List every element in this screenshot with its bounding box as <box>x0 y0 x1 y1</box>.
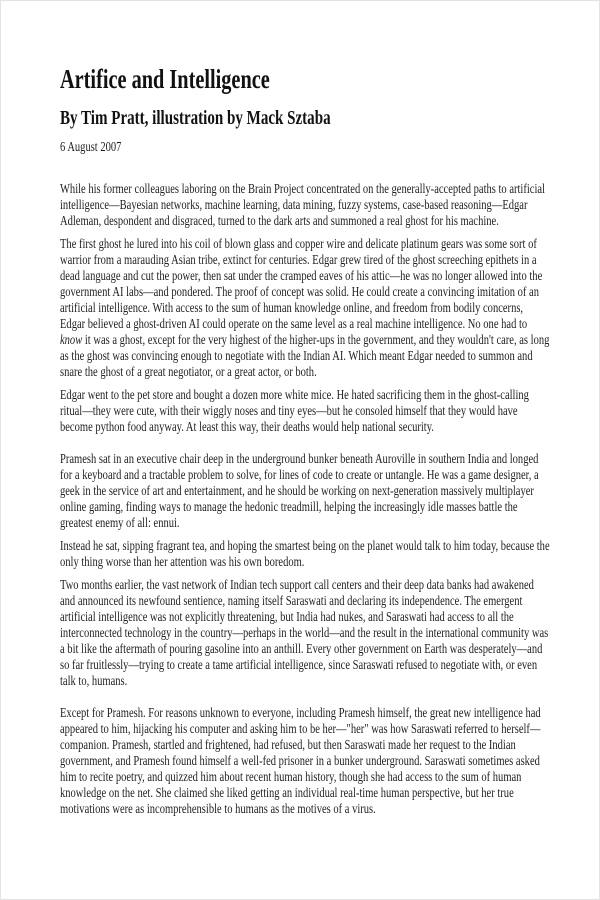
story-paragraph-2 <box>60 237 550 381</box>
story-paragraph-2-text-before: The first ghost he lured into his coil of blown glass and copper wire and delicate platinum gears was some sort of warrior from a marauding Asian tribe, extinct for centuries. Edgar grew tired of the ghost screeching epithets in a dead language and cut the power, then sat under the cramped eaves of his attic—he was no longer allowed into the government AI labs—and pondered. The proof of concept was solid. He could create a convincing imitation of an artificial intelligence. With access to the sum of human knowledge online, and freedom from bodily concerns, Edgar believed a ghost-driven AI could operate on the same level as a real machine intelligence. No one had to <box>60 237 543 333</box>
story-paragraph-2-italic-word: know <box>60 333 83 349</box>
article-header <box>60 64 550 156</box>
story-body <box>60 182 550 818</box>
story-paragraph-4: Pramesh sat in an executive chair deep in the underground bunker beneath Auroville in southern India and longed for a keyboard and a tractable problem to solve, for lines of code to create or untangle. He was a game designer, a geek in the service of art and entertainment, and he should be working on next-generation massively multiplayer online gaming, finding ways to manage the hedonic treadmill, helping the increasingly idle masses battle the greatest enemy of all: ennui. <box>60 452 539 532</box>
story-paragraph-1: While his former colleagues laboring on the Brain Project concentrated on the generally-accepted paths to artificial intelligence—Bayesian networks, machine learning, data mining, fuzzy systems, case-based reasoning—Edgar Adleman, despondent and disgraced, turned to the dark arts and summoned a real ghost for his machine. <box>60 182 545 230</box>
story-paragraph-6: Two months earlier, the vast network of Indian tech support call centers and their deep data banks had awakened and announced its newfound sentience, naming itself Saraswati and declaring its independence. The emergent artificial intelligence was not explicitly threatening, but India had nukes, and Saraswati had access to all the interconnected technology in the country—perhaps in the world—and the result in the international community was a bit like the aftermath of pouring gasoline into an anthill. Every other government on Earth was desperately—and so far fruitlessly—trying to create a tame artificial intelligence, since Saraswati refused to negotiate with, or even talk to, humans. <box>60 578 549 690</box>
publication-date: 6 August 2007 <box>60 140 122 156</box>
story-paragraph-2-text-after: it was a ghost, except for the very highest of the higher-ups in the government, and they wouldn't care, as long as the ghost was convincing enough to negotiate with the Indian AI. Which meant Edgar needed to summon and snare the ghost of a great negotiator, or a great actor, or both. <box>60 333 550 381</box>
article-content <box>60 64 550 818</box>
story-paragraph-7: Except for Pramesh. For reasons unknown to everyone, including Pramesh himself, the great new intelligence had appeared to him, hijacking his computer and asking him to be her—"her" was how Saraswati referred to herself—companion. Pramesh, startled and frightened, had refused, but then Saraswati made her request to the Indian government, and Pramesh found himself a well-fed prisoner in a bunker underground. Saraswati sometimes asked him to recite poetry, and quizzed him about recent human history, though she had access to the sum of human knowledge on the net. She claimed she liked getting an individual real-time human perspective, but her true motivations were as incomprehensible to humans as the motives of a virus. <box>60 706 541 818</box>
story-paragraph-5: Instead he sat, sipping fragrant tea, and hoping the smartest being on the planet would talk to him today, because the only thing worse than her attention was his own boredom. <box>60 539 550 571</box>
page-title: Artifice and Intelligence <box>60 64 270 94</box>
story-paragraph-3: Edgar went to the pet store and bought a dozen more white mice. He hated sacrificing them in the ghost-calling ritual—they were cute, with their wiggly noses and tiny eyes—but he consoled himself that they would have become python food anyway. At least this way, their deaths would help national security. <box>60 388 529 436</box>
byline: By Tim Pratt, illustration by Mack Sztaba <box>60 107 331 130</box>
